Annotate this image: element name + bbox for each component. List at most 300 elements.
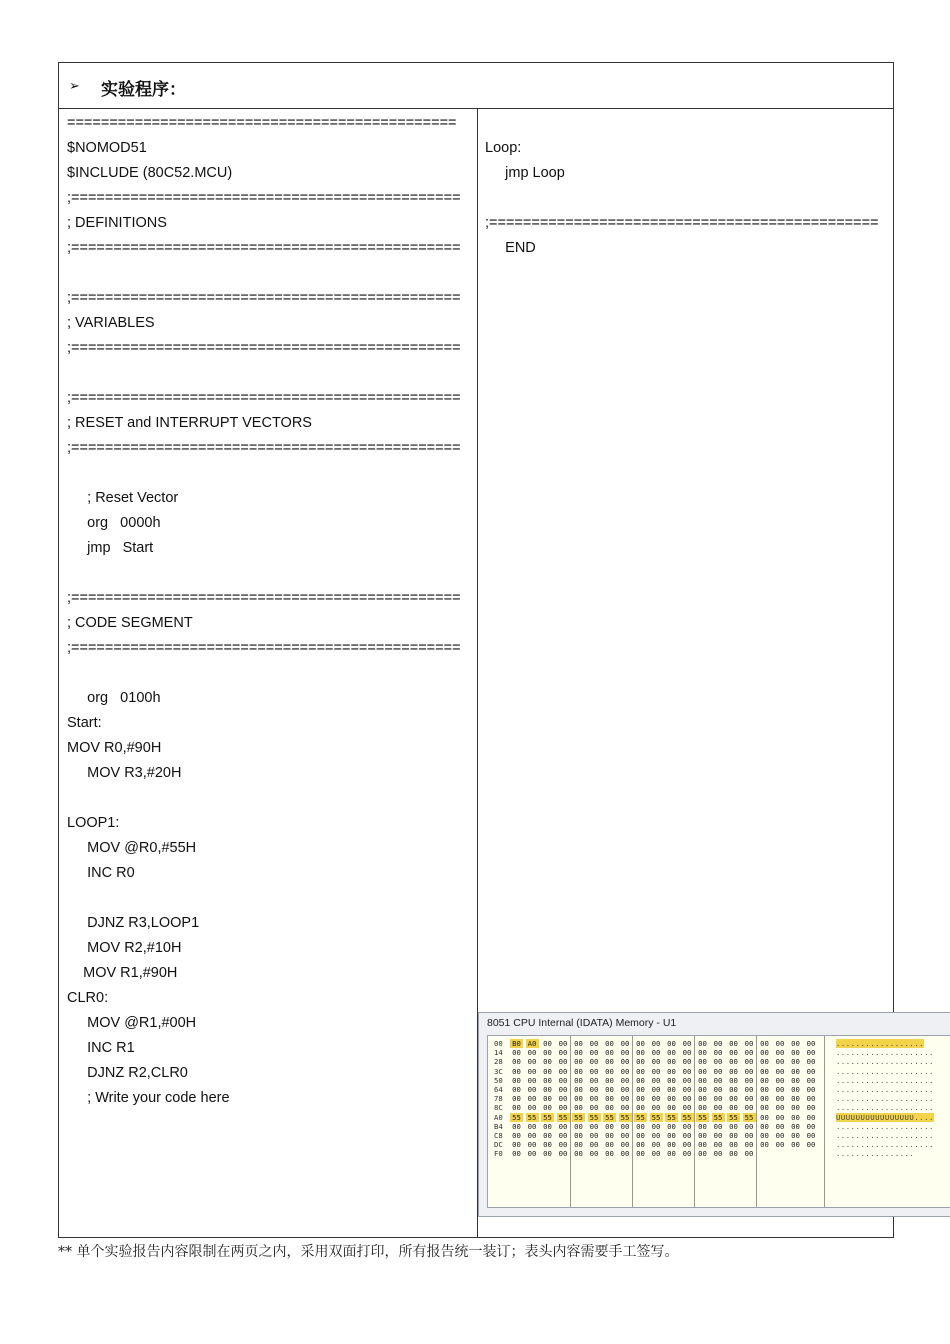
memory-byte: 00 bbox=[527, 1075, 537, 1085]
code-line: ;============================================== bbox=[67, 390, 461, 406]
memory-byte: 00 bbox=[760, 1112, 769, 1122]
memory-address: F0 bbox=[494, 1149, 503, 1159]
memory-byte: 00 bbox=[589, 1039, 599, 1048]
memory-byte: 00 bbox=[605, 1140, 614, 1150]
memory-byte: 00 bbox=[682, 1140, 692, 1150]
memory-byte: 00 bbox=[713, 1149, 723, 1159]
memory-byte: 00 bbox=[760, 1085, 769, 1094]
memory-byte: 00 bbox=[775, 1039, 785, 1048]
memory-byte: 00 bbox=[729, 1057, 738, 1067]
memory-byte: 00 bbox=[791, 1131, 800, 1140]
memory-byte: 00 bbox=[651, 1149, 661, 1159]
memory-address: DC bbox=[494, 1140, 503, 1150]
memory-byte: 55 bbox=[681, 1113, 694, 1122]
memory-byte: 00 bbox=[543, 1066, 552, 1076]
memory-byte: 00 bbox=[791, 1140, 800, 1150]
memory-byte: 55 bbox=[634, 1113, 647, 1122]
memory-ascii: .................... bbox=[836, 1121, 934, 1131]
memory-ascii: .................... bbox=[836, 1075, 934, 1085]
memory-byte: 00 bbox=[744, 1131, 754, 1140]
memory-byte: 00 bbox=[682, 1039, 692, 1048]
memory-byte: 00 bbox=[620, 1149, 630, 1159]
memory-byte: 55 bbox=[603, 1113, 616, 1122]
memory-byte: 00 bbox=[713, 1048, 723, 1058]
memory-byte: 00 bbox=[729, 1131, 738, 1140]
right-code-listing bbox=[485, 109, 889, 261]
memory-row bbox=[488, 1140, 950, 1149]
memory-byte: 00 bbox=[558, 1149, 568, 1159]
memory-byte: 00 bbox=[636, 1085, 645, 1094]
memory-byte: 00 bbox=[589, 1085, 599, 1094]
memory-byte: 00 bbox=[744, 1149, 754, 1159]
memory-address: 8C bbox=[494, 1103, 503, 1113]
memory-byte: 00 bbox=[667, 1149, 676, 1159]
memory-byte: 00 bbox=[527, 1103, 537, 1113]
memory-byte: 55 bbox=[696, 1113, 709, 1122]
memory-byte: 00 bbox=[698, 1094, 707, 1104]
left-code-listing bbox=[67, 109, 475, 1111]
code-line: ;============================================== bbox=[67, 440, 461, 456]
code-line: ;============================================== bbox=[485, 215, 879, 231]
code-line: MOV @R0,#55H bbox=[67, 840, 197, 856]
memory-byte: 00 bbox=[682, 1075, 692, 1085]
code-line bbox=[67, 261, 475, 286]
code-line: org 0100h bbox=[67, 690, 161, 706]
memory-row bbox=[488, 1113, 950, 1122]
memory-address: 14 bbox=[494, 1048, 503, 1058]
memory-byte: B0 bbox=[510, 1039, 523, 1048]
code-line: org 0000h bbox=[67, 515, 161, 531]
memory-byte: 00 bbox=[682, 1149, 692, 1159]
memory-byte: 00 bbox=[512, 1066, 521, 1076]
memory-byte: 00 bbox=[512, 1121, 521, 1131]
memory-byte: 00 bbox=[620, 1057, 630, 1067]
memory-byte: 00 bbox=[698, 1066, 707, 1076]
section-title: 实验程序： bbox=[101, 80, 186, 100]
memory-byte: 00 bbox=[682, 1131, 692, 1140]
memory-byte: 00 bbox=[775, 1140, 785, 1150]
memory-byte: 00 bbox=[760, 1066, 769, 1076]
memory-byte: 00 bbox=[543, 1075, 552, 1085]
memory-byte: 00 bbox=[667, 1103, 676, 1113]
memory-byte: 00 bbox=[620, 1094, 630, 1104]
memory-row bbox=[488, 1149, 950, 1158]
memory-byte: 00 bbox=[543, 1131, 552, 1140]
memory-byte: 00 bbox=[760, 1057, 769, 1067]
memory-byte: 00 bbox=[713, 1121, 723, 1131]
memory-byte: 00 bbox=[543, 1149, 552, 1159]
code-line: ; VARIABLES bbox=[67, 315, 155, 331]
memory-byte: 55 bbox=[510, 1113, 523, 1122]
code-line: ;============================================== bbox=[67, 290, 461, 306]
memory-byte: 00 bbox=[574, 1048, 583, 1058]
memory-byte: 00 bbox=[760, 1103, 769, 1113]
memory-byte: 00 bbox=[543, 1094, 552, 1104]
code-line: ;============================================== bbox=[67, 240, 461, 256]
memory-ascii: .................... bbox=[836, 1057, 934, 1067]
memory-byte: 00 bbox=[713, 1039, 723, 1048]
memory-byte: 00 bbox=[713, 1057, 723, 1067]
memory-byte: 00 bbox=[605, 1075, 614, 1085]
memory-byte: 00 bbox=[667, 1048, 676, 1058]
memory-byte: 00 bbox=[651, 1121, 661, 1131]
memory-byte: 00 bbox=[558, 1121, 568, 1131]
memory-byte: 00 bbox=[574, 1057, 583, 1067]
code-line: ;============================================== bbox=[67, 640, 461, 656]
memory-byte: 00 bbox=[512, 1048, 521, 1058]
memory-ascii: .................. bbox=[836, 1039, 925, 1048]
memory-byte: 00 bbox=[791, 1039, 800, 1048]
memory-byte: 00 bbox=[744, 1085, 754, 1094]
memory-byte: 00 bbox=[791, 1057, 800, 1067]
memory-byte: 00 bbox=[791, 1075, 800, 1085]
memory-byte: 00 bbox=[744, 1048, 754, 1058]
code-line: ; Reset Vector bbox=[67, 490, 179, 506]
memory-row bbox=[488, 1085, 950, 1094]
memory-byte: 00 bbox=[543, 1085, 552, 1094]
memory-byte: 00 bbox=[698, 1085, 707, 1094]
memory-byte: 00 bbox=[744, 1140, 754, 1150]
memory-byte: 00 bbox=[527, 1085, 537, 1094]
memory-byte: 00 bbox=[589, 1103, 599, 1113]
code-line: DJNZ R3,LOOP1 bbox=[67, 915, 200, 931]
code-line bbox=[485, 186, 889, 211]
memory-byte: 00 bbox=[744, 1103, 754, 1113]
memory-row bbox=[488, 1122, 950, 1131]
memory-byte: 00 bbox=[558, 1075, 568, 1085]
memory-ascii: .................... bbox=[836, 1103, 934, 1113]
memory-byte: 55 bbox=[588, 1113, 601, 1122]
code-line: MOV R3,#20H bbox=[67, 765, 182, 781]
memory-byte: 00 bbox=[589, 1094, 599, 1104]
memory-address: 50 bbox=[494, 1075, 503, 1085]
arrow-bullet-icon: ➢ bbox=[69, 78, 80, 93]
memory-byte: 00 bbox=[651, 1140, 661, 1150]
memory-byte: 00 bbox=[791, 1103, 800, 1113]
memory-ascii: .................... bbox=[836, 1048, 934, 1058]
code-line bbox=[67, 886, 475, 911]
memory-byte: 00 bbox=[512, 1140, 521, 1150]
memory-byte: 00 bbox=[620, 1103, 630, 1113]
memory-byte: 55 bbox=[557, 1113, 570, 1122]
memory-byte: 00 bbox=[682, 1048, 692, 1058]
memory-byte: 00 bbox=[636, 1039, 645, 1048]
memory-byte: 00 bbox=[636, 1066, 645, 1076]
memory-byte: 00 bbox=[620, 1140, 630, 1150]
memory-ascii: .................... bbox=[836, 1085, 934, 1094]
memory-byte: 00 bbox=[806, 1131, 816, 1140]
memory-byte: 00 bbox=[589, 1075, 599, 1085]
code-line bbox=[67, 786, 475, 811]
memory-address: 00 bbox=[494, 1039, 503, 1048]
memory-byte: 00 bbox=[651, 1075, 661, 1085]
memory-byte: 00 bbox=[713, 1066, 723, 1076]
code-line: ; Write your code here bbox=[67, 1090, 230, 1106]
memory-byte: 00 bbox=[760, 1140, 769, 1150]
code-line: $NOMOD51 bbox=[67, 140, 147, 156]
memory-byte: 00 bbox=[791, 1121, 800, 1131]
memory-byte: 00 bbox=[620, 1131, 630, 1140]
memory-byte: 00 bbox=[667, 1085, 676, 1094]
memory-ascii: .................... bbox=[836, 1131, 934, 1140]
memory-byte: 00 bbox=[574, 1121, 583, 1131]
memory-byte: 00 bbox=[775, 1121, 785, 1131]
memory-byte: 55 bbox=[541, 1113, 554, 1122]
code-line: Start: bbox=[67, 715, 102, 731]
memory-byte: 00 bbox=[543, 1048, 552, 1058]
memory-byte: 00 bbox=[651, 1057, 661, 1067]
memory-byte: 00 bbox=[667, 1131, 676, 1140]
memory-byte: 00 bbox=[698, 1039, 707, 1048]
code-line: DJNZ R2,CLR0 bbox=[67, 1065, 188, 1081]
memory-byte: 00 bbox=[667, 1121, 676, 1131]
memory-address: C8 bbox=[494, 1131, 503, 1140]
memory-byte: 00 bbox=[558, 1094, 568, 1104]
code-line: MOV R0,#90H bbox=[67, 740, 162, 756]
memory-byte: 00 bbox=[558, 1140, 568, 1150]
memory-row bbox=[488, 1048, 950, 1057]
memory-byte: 00 bbox=[729, 1039, 738, 1048]
memory-byte: 00 bbox=[791, 1066, 800, 1076]
memory-byte: 00 bbox=[698, 1057, 707, 1067]
memory-byte: 00 bbox=[636, 1094, 645, 1104]
memory-byte: 00 bbox=[651, 1048, 661, 1058]
memory-byte: 00 bbox=[620, 1085, 630, 1094]
memory-byte: 00 bbox=[574, 1085, 583, 1094]
memory-byte: 00 bbox=[574, 1039, 583, 1048]
memory-byte: 00 bbox=[574, 1140, 583, 1150]
section-header bbox=[59, 63, 893, 109]
memory-byte: 00 bbox=[744, 1039, 754, 1048]
memory-byte: 00 bbox=[760, 1039, 769, 1048]
memory-byte: 00 bbox=[775, 1112, 785, 1122]
memory-byte: 00 bbox=[744, 1075, 754, 1085]
memory-byte: 00 bbox=[636, 1057, 645, 1067]
memory-ascii: .................... bbox=[836, 1066, 934, 1076]
memory-row bbox=[488, 1103, 950, 1112]
memory-byte: 00 bbox=[574, 1066, 583, 1076]
memory-byte: 00 bbox=[682, 1121, 692, 1131]
memory-row bbox=[488, 1076, 950, 1085]
code-line: INC R0 bbox=[67, 865, 135, 881]
memory-byte: 00 bbox=[636, 1149, 645, 1159]
memory-byte: 00 bbox=[806, 1140, 816, 1150]
memory-byte: 00 bbox=[543, 1140, 552, 1150]
memory-byte: 00 bbox=[667, 1057, 676, 1067]
memory-byte: 00 bbox=[589, 1149, 599, 1159]
memory-byte: 00 bbox=[651, 1039, 661, 1048]
memory-byte: 00 bbox=[620, 1048, 630, 1058]
memory-byte: 00 bbox=[729, 1094, 738, 1104]
memory-byte: 00 bbox=[605, 1149, 614, 1159]
memory-byte: 00 bbox=[527, 1066, 537, 1076]
memory-dump bbox=[487, 1035, 950, 1208]
code-line: ; CODE SEGMENT bbox=[67, 615, 193, 631]
memory-byte: 00 bbox=[574, 1094, 583, 1104]
memory-ascii: UUUUUUUUUUUUUUUU.... bbox=[836, 1112, 934, 1122]
memory-byte: 00 bbox=[527, 1131, 537, 1140]
memory-byte: 00 bbox=[760, 1131, 769, 1140]
memory-byte: 00 bbox=[605, 1131, 614, 1140]
memory-byte: 00 bbox=[574, 1131, 583, 1140]
memory-byte: 00 bbox=[605, 1094, 614, 1104]
code-line: CLR0: bbox=[67, 990, 109, 1006]
memory-byte: 00 bbox=[806, 1039, 816, 1048]
memory-byte: 00 bbox=[806, 1121, 816, 1131]
memory-byte: 00 bbox=[512, 1103, 521, 1113]
memory-byte: 00 bbox=[791, 1094, 800, 1104]
code-line: MOV R1,#90H bbox=[67, 965, 178, 981]
memory-byte: 00 bbox=[651, 1085, 661, 1094]
memory-row bbox=[488, 1131, 950, 1140]
code-line bbox=[67, 661, 475, 686]
memory-byte: 00 bbox=[527, 1140, 537, 1150]
memory-byte: 00 bbox=[698, 1121, 707, 1131]
memory-byte: 00 bbox=[589, 1121, 599, 1131]
code-line: ;============================================== bbox=[67, 590, 461, 606]
memory-byte: 00 bbox=[729, 1140, 738, 1150]
left-code-column bbox=[67, 109, 475, 1111]
memory-byte: 00 bbox=[744, 1121, 754, 1131]
memory-byte: 00 bbox=[698, 1103, 707, 1113]
memory-byte: 00 bbox=[713, 1131, 723, 1140]
memory-byte: 00 bbox=[806, 1066, 816, 1076]
memory-byte: 00 bbox=[682, 1066, 692, 1076]
memory-byte: 00 bbox=[682, 1094, 692, 1104]
code-line: jmp Loop bbox=[485, 165, 565, 181]
memory-byte: 00 bbox=[543, 1039, 552, 1048]
memory-byte: 00 bbox=[636, 1121, 645, 1131]
memory-byte: 00 bbox=[512, 1131, 521, 1140]
memory-byte: 00 bbox=[729, 1103, 738, 1113]
memory-byte: 00 bbox=[667, 1066, 676, 1076]
memory-window-title: 8051 CPU Internal (IDATA) Memory - U1 bbox=[487, 1017, 677, 1029]
memory-byte: 00 bbox=[589, 1140, 599, 1150]
memory-byte: 00 bbox=[806, 1094, 816, 1104]
memory-byte: 55 bbox=[743, 1113, 756, 1122]
memory-byte: 00 bbox=[558, 1131, 568, 1140]
memory-byte: 00 bbox=[620, 1075, 630, 1085]
memory-byte: 00 bbox=[636, 1048, 645, 1058]
memory-byte: 00 bbox=[527, 1057, 537, 1067]
memory-byte: 00 bbox=[806, 1048, 816, 1058]
memory-byte: 00 bbox=[760, 1075, 769, 1085]
memory-byte: 00 bbox=[775, 1075, 785, 1085]
memory-byte: 00 bbox=[775, 1103, 785, 1113]
code-line: END bbox=[485, 240, 536, 256]
memory-byte: 00 bbox=[605, 1048, 614, 1058]
memory-row bbox=[488, 1057, 950, 1066]
memory-byte: 00 bbox=[543, 1057, 552, 1067]
code-line: ============================================== bbox=[67, 115, 457, 131]
memory-byte: 00 bbox=[791, 1085, 800, 1094]
right-code-column bbox=[485, 109, 889, 261]
memory-byte: 00 bbox=[558, 1066, 568, 1076]
code-line: ;============================================== bbox=[67, 190, 461, 206]
memory-byte: 00 bbox=[512, 1057, 521, 1067]
memory-byte: 00 bbox=[667, 1140, 676, 1150]
memory-byte: 00 bbox=[512, 1094, 521, 1104]
memory-byte: 00 bbox=[775, 1094, 785, 1104]
memory-byte: 00 bbox=[605, 1066, 614, 1076]
memory-window bbox=[478, 1012, 950, 1217]
memory-row bbox=[488, 1094, 950, 1103]
memory-byte: 00 bbox=[620, 1039, 630, 1048]
memory-byte: 00 bbox=[667, 1094, 676, 1104]
memory-byte: 00 bbox=[636, 1131, 645, 1140]
memory-row bbox=[488, 1039, 950, 1048]
memory-byte: 00 bbox=[713, 1103, 723, 1113]
memory-byte: 00 bbox=[651, 1103, 661, 1113]
code-line: ; DEFINITIONS bbox=[67, 215, 167, 231]
memory-byte: 00 bbox=[667, 1039, 676, 1048]
memory-byte: 00 bbox=[620, 1121, 630, 1131]
memory-byte: 00 bbox=[589, 1057, 599, 1067]
memory-byte: 00 bbox=[729, 1075, 738, 1085]
memory-byte: 00 bbox=[527, 1048, 537, 1058]
memory-byte: 00 bbox=[806, 1085, 816, 1094]
memory-byte: 00 bbox=[574, 1149, 583, 1159]
memory-address: 78 bbox=[494, 1094, 503, 1104]
memory-byte: 00 bbox=[558, 1103, 568, 1113]
memory-address: B4 bbox=[494, 1121, 503, 1131]
code-line bbox=[67, 561, 475, 586]
memory-byte: 00 bbox=[729, 1121, 738, 1131]
memory-byte: 00 bbox=[574, 1075, 583, 1085]
code-line: ;============================================== bbox=[67, 340, 461, 356]
memory-byte: 00 bbox=[651, 1066, 661, 1076]
memory-byte: 00 bbox=[729, 1085, 738, 1094]
memory-byte: 55 bbox=[665, 1113, 678, 1122]
memory-ascii: .................... bbox=[836, 1140, 934, 1150]
code-line: $INCLUDE (80C52.MCU) bbox=[67, 165, 233, 181]
memory-address: 3C bbox=[494, 1066, 503, 1076]
memory-byte: 00 bbox=[636, 1103, 645, 1113]
memory-byte: 00 bbox=[558, 1057, 568, 1067]
memory-byte: 55 bbox=[572, 1113, 585, 1122]
memory-byte: 00 bbox=[775, 1066, 785, 1076]
memory-byte: 00 bbox=[605, 1039, 614, 1048]
memory-byte: 00 bbox=[775, 1048, 785, 1058]
memory-byte: 00 bbox=[713, 1140, 723, 1150]
memory-byte: 00 bbox=[806, 1112, 816, 1122]
memory-row bbox=[488, 1067, 950, 1076]
memory-byte: 00 bbox=[527, 1094, 537, 1104]
memory-byte: 00 bbox=[605, 1103, 614, 1113]
memory-byte: 00 bbox=[806, 1075, 816, 1085]
code-line: MOV @R1,#00H bbox=[67, 1015, 197, 1031]
memory-byte: 00 bbox=[698, 1075, 707, 1085]
memory-byte: 00 bbox=[636, 1075, 645, 1085]
memory-byte: 00 bbox=[729, 1066, 738, 1076]
memory-byte: 00 bbox=[698, 1140, 707, 1150]
memory-byte: 00 bbox=[620, 1066, 630, 1076]
memory-byte: 00 bbox=[791, 1112, 800, 1122]
memory-byte: 00 bbox=[729, 1048, 738, 1058]
memory-byte: 00 bbox=[744, 1057, 754, 1067]
memory-byte: 00 bbox=[543, 1121, 552, 1131]
memory-address: 28 bbox=[494, 1057, 503, 1067]
code-line: jmp Start bbox=[67, 540, 154, 556]
memory-byte: 00 bbox=[605, 1121, 614, 1131]
memory-byte: 00 bbox=[512, 1075, 521, 1085]
memory-byte: 00 bbox=[760, 1048, 769, 1058]
code-line: MOV R2,#10H bbox=[67, 940, 182, 956]
memory-byte: 00 bbox=[713, 1094, 723, 1104]
memory-byte: 00 bbox=[698, 1131, 707, 1140]
memory-byte: 00 bbox=[775, 1085, 785, 1094]
memory-byte: 00 bbox=[651, 1131, 661, 1140]
